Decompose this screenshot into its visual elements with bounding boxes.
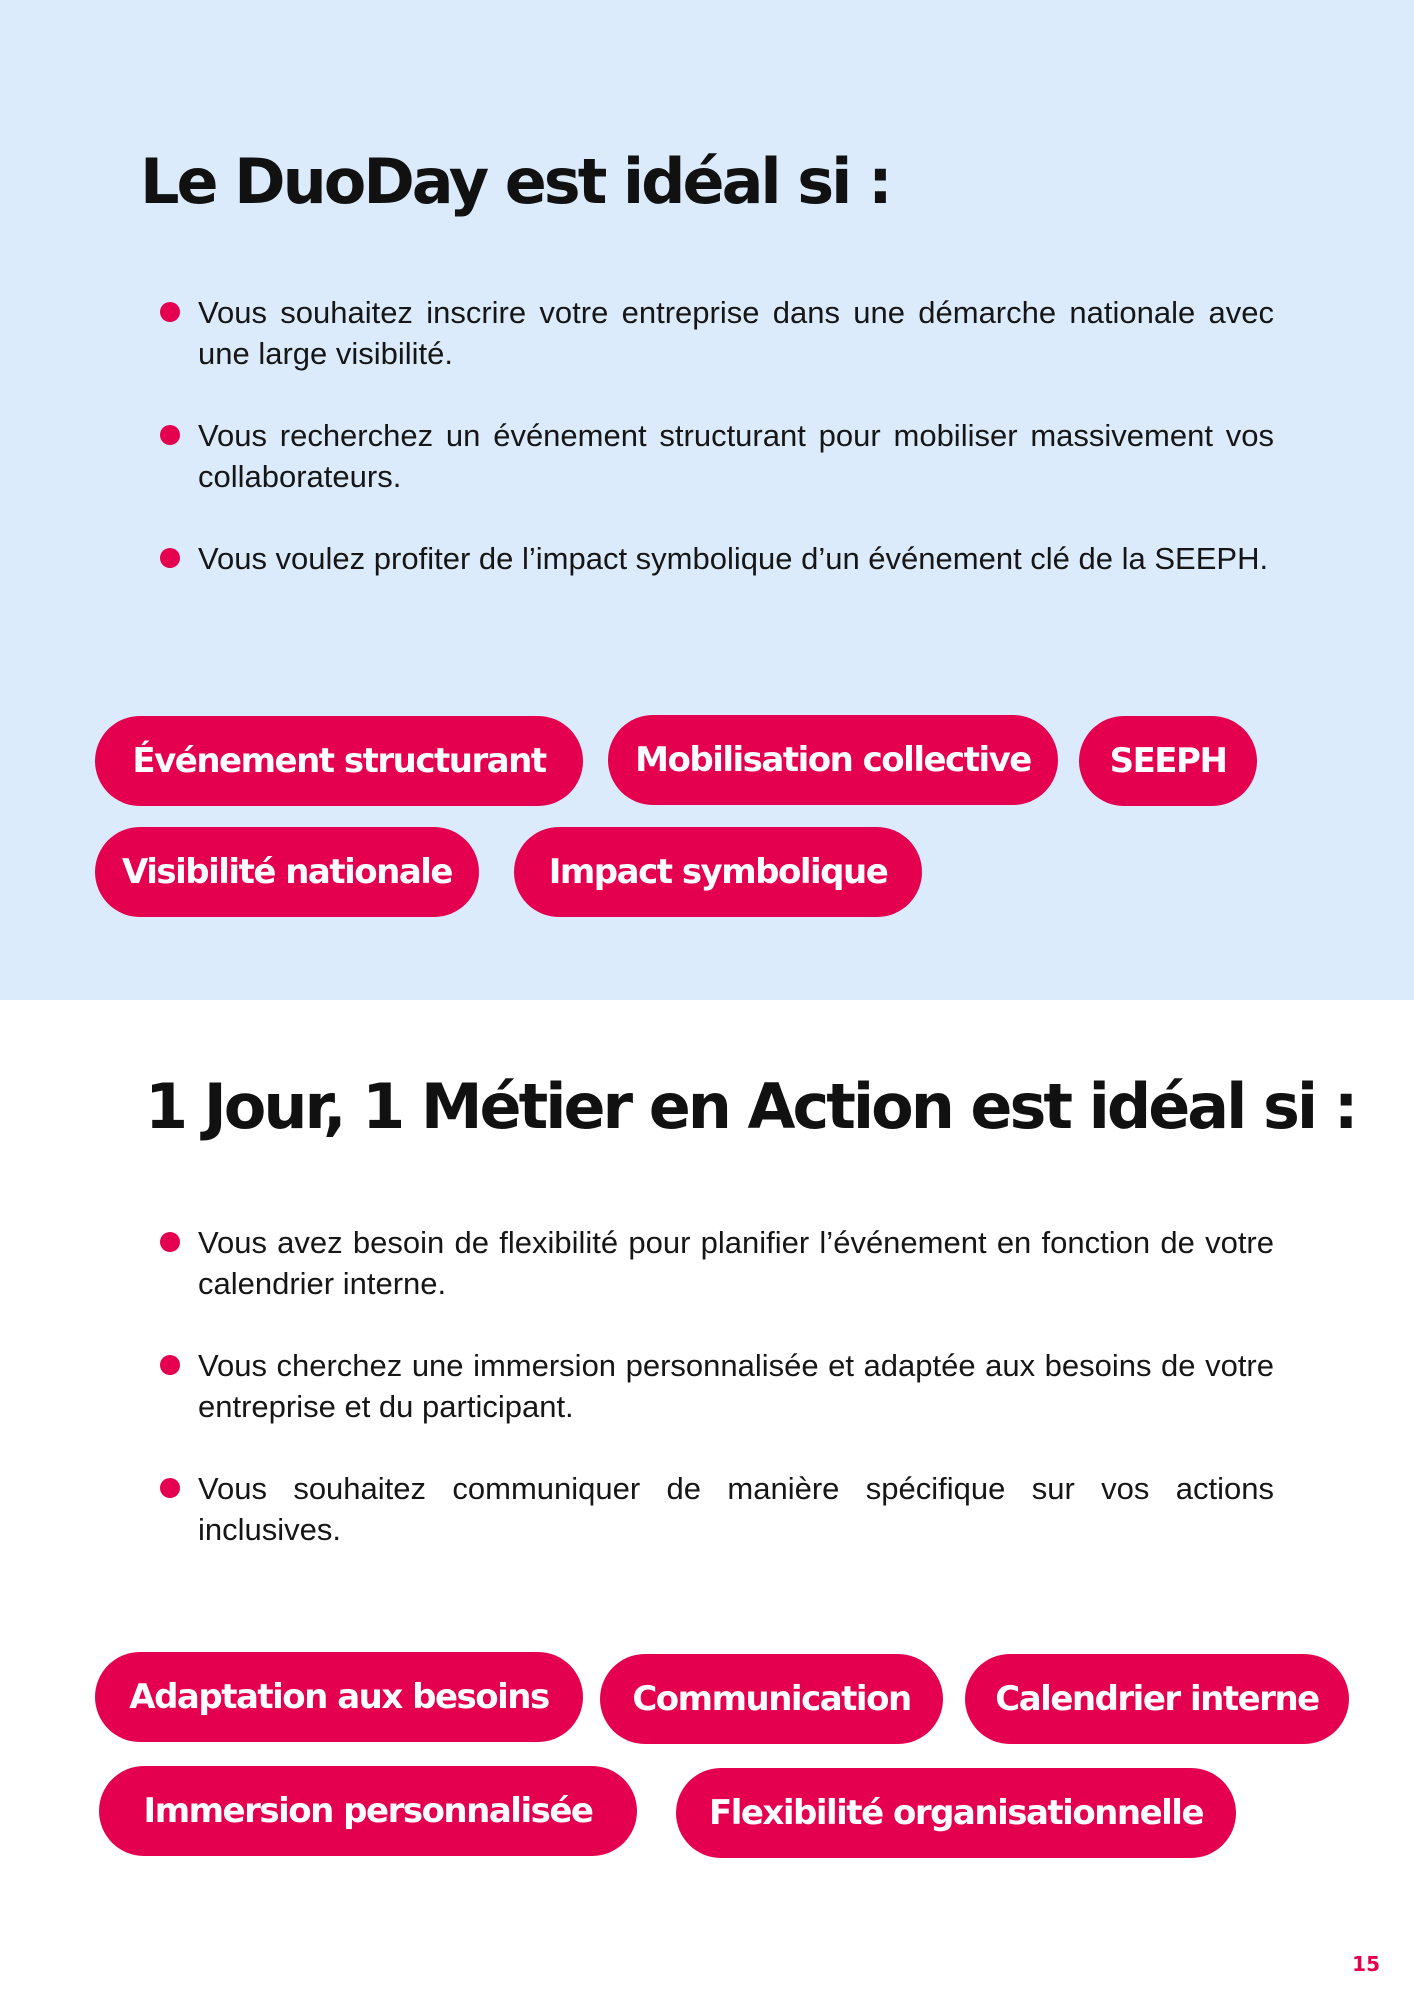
list-item bbox=[160, 415, 1274, 497]
tag-impact-symbolique: Impact symbolique bbox=[514, 827, 922, 917]
list-item bbox=[160, 538, 1274, 579]
list-item-text: Vous avez besoin de flexibilité pour planifier l’événement en fonction de votre calendrier interne. bbox=[198, 1225, 1274, 1301]
bullet-dot-icon bbox=[160, 548, 180, 568]
list-item-text: Vous souhaitez communiquer de manière spécifique sur vos actions inclusives. bbox=[198, 1471, 1274, 1547]
page-number: 15 bbox=[1352, 1952, 1380, 1976]
tag-adaptation-aux-besoins: Adaptation aux besoins bbox=[95, 1652, 583, 1742]
tag-flexibilite-organisationnelle: Flexibilité organisationnelle bbox=[676, 1768, 1236, 1858]
tag-communication: Communication bbox=[600, 1654, 943, 1744]
tag-seeph: SEEPH bbox=[1079, 716, 1257, 806]
list-item-text: Vous voulez profiter de l’impact symbolique d’un événement clé de la SEEPH. bbox=[198, 541, 1269, 576]
section-duoday-heading: Le DuoDay est idéal si : bbox=[140, 145, 890, 218]
1jour1metier-criteria-list bbox=[160, 1222, 1274, 1591]
list-item-text: Vous recherchez un événement structurant pour mobiliser massivement vos collaborateurs. bbox=[198, 418, 1274, 494]
list-item bbox=[160, 292, 1274, 374]
tag-mobilisation-collective: Mobilisation collective bbox=[608, 715, 1058, 805]
bullet-dot-icon bbox=[160, 1355, 180, 1375]
duoday-criteria-list bbox=[160, 292, 1274, 620]
list-item bbox=[160, 1345, 1274, 1427]
bullet-dot-icon bbox=[160, 1478, 180, 1498]
tag-visibilite-nationale: Visibilité nationale bbox=[95, 827, 479, 917]
section-1jour1metier-heading: 1 Jour, 1 Métier en Action est idéal si : bbox=[145, 1070, 1356, 1143]
bullet-dot-icon bbox=[160, 302, 180, 322]
bullet-dot-icon bbox=[160, 425, 180, 445]
bullet-dot-icon bbox=[160, 1232, 180, 1252]
tag-evenement-structurant: Événement structurant bbox=[95, 716, 583, 806]
list-item-text: Vous souhaitez inscrire votre entreprise dans une démarche nationale avec une large visibilité. bbox=[198, 295, 1274, 371]
list-item-text: Vous cherchez une immersion personnalisée et adaptée aux besoins de votre entreprise et du participant. bbox=[198, 1348, 1274, 1424]
list-item bbox=[160, 1468, 1274, 1550]
tag-calendrier-interne: Calendrier interne bbox=[965, 1654, 1349, 1744]
tag-immersion-personnalisee: Immersion personnalisée bbox=[99, 1766, 637, 1856]
list-item bbox=[160, 1222, 1274, 1304]
